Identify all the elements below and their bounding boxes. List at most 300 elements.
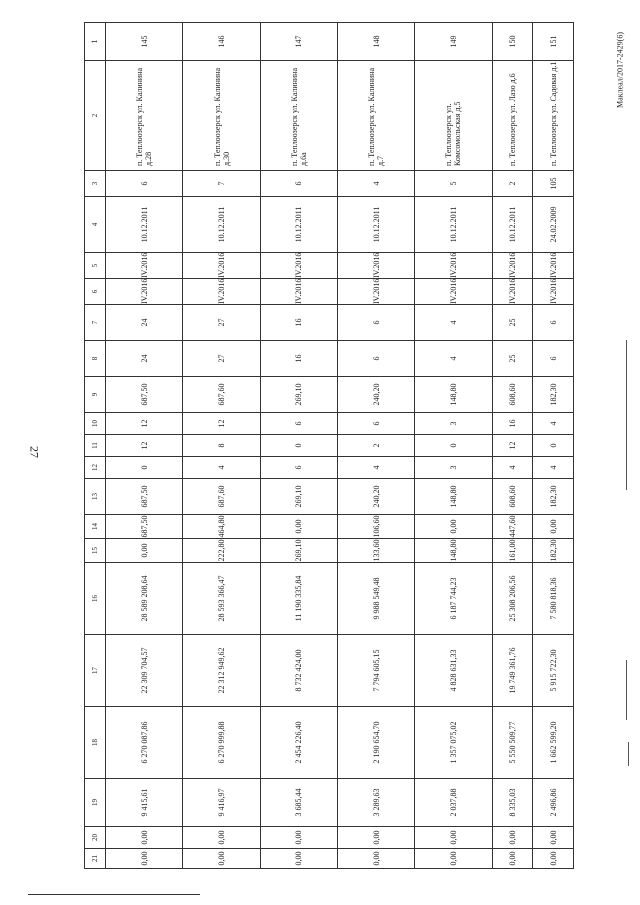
column-number-cell [85, 377, 106, 413]
table-cell [183, 197, 260, 253]
table-cell [106, 305, 183, 341]
table-cell [106, 515, 183, 539]
table-cell [106, 253, 183, 279]
cell-value: 1 357 075,02 [448, 721, 458, 764]
table-cell [533, 479, 574, 515]
footnote-rule [28, 894, 200, 895]
table-cell [533, 435, 574, 457]
table-cell [260, 707, 337, 779]
cell-value: 0,00 [139, 543, 149, 558]
table-cell [183, 279, 260, 305]
column-number-cell [85, 457, 106, 479]
cell-value: 133,60 [371, 539, 381, 562]
table-cell [106, 707, 183, 779]
table-cell [183, 779, 260, 827]
cell-value: 8 [217, 443, 227, 448]
cell-value: п. Теплоозерск ул. Лазо д.6 [507, 73, 517, 166]
table-cell [338, 197, 415, 253]
cell-value: 687,50 [139, 515, 149, 538]
table-cell [415, 849, 492, 869]
table-cell [415, 515, 492, 539]
cell-value: п. Теплоозерск ул. Калинина д.30 [212, 68, 231, 166]
cell-value: 6 [139, 181, 149, 186]
table-cell [492, 197, 533, 253]
cell-value: 11 190 335,84 [294, 575, 304, 622]
cell-value: 0,00 [448, 519, 458, 534]
cell-value: 222,80 [217, 539, 227, 562]
cell-value: 0,00 [294, 519, 304, 534]
cell-value: IV.2016 [217, 278, 227, 304]
cell-value: 464,80 [217, 515, 227, 538]
cell-value: 0,00 [371, 830, 381, 845]
cell-value: 2 454 226,40 [294, 721, 304, 764]
data-table-container [84, 22, 574, 868]
table-cell [106, 435, 183, 457]
column-number-cell [85, 635, 106, 707]
column-number-cell [85, 779, 106, 827]
page-number: 27 [27, 446, 42, 458]
table-cell [338, 635, 415, 707]
cell-value: 5 [448, 181, 458, 186]
cell-value: 9 416,97 [217, 788, 227, 817]
table-cell [106, 61, 183, 171]
column-number: 20 [91, 834, 99, 841]
cell-value: 149 [448, 35, 458, 48]
cell-value: 0,00 [139, 830, 149, 845]
cell-value: 148,80 [448, 539, 458, 562]
table-cell [260, 827, 337, 849]
table-cell [415, 779, 492, 827]
table-cell [183, 479, 260, 515]
table-cell [183, 849, 260, 869]
table-cell [492, 539, 533, 563]
table-cell [183, 707, 260, 779]
cell-value: 27 [217, 318, 227, 327]
table-cell [415, 341, 492, 377]
cell-value: 24.02.2009 [548, 206, 558, 243]
table-cell [106, 457, 183, 479]
cell-value: 8 335,03 [507, 788, 517, 817]
cell-value: 2 496,86 [548, 788, 558, 817]
cell-value: 2 [371, 443, 381, 448]
table-cell [533, 279, 574, 305]
table-cell [183, 827, 260, 849]
cell-value: 687,50 [139, 485, 149, 508]
cell-value: 10.12.2011 [507, 206, 517, 243]
cell-value: 19 749 361,76 [507, 647, 517, 694]
cell-value: IV.2016 [294, 252, 304, 278]
cell-value: 4 828 631,33 [448, 649, 458, 692]
cell-value: 269,10 [294, 485, 304, 508]
table-cell [183, 563, 260, 635]
table-cell [415, 635, 492, 707]
table-cell [338, 827, 415, 849]
table-cell [533, 457, 574, 479]
column-number-cell [85, 253, 106, 279]
cell-value: 4 [448, 356, 458, 361]
cell-value: 2 037,88 [448, 788, 458, 817]
cell-value: IV.2016 [448, 252, 458, 278]
data-table [84, 22, 574, 869]
column-number-cell [85, 539, 106, 563]
table-cell [492, 341, 533, 377]
column-number: 9 [91, 392, 99, 397]
table-cell [492, 635, 533, 707]
table-cell [106, 413, 183, 435]
cell-value: п. Теплоозерск ул. Калинина д.28 [135, 68, 154, 166]
cell-value: п. Теплоозерск ул. Калинина д.6а [289, 68, 308, 166]
cell-value: 151 [548, 35, 558, 48]
cell-value: 16 [294, 354, 304, 363]
cell-value: 269,10 [294, 383, 304, 406]
side-reference: Маклеал/2017-2429(6) [615, 31, 625, 109]
table-cell [183, 23, 260, 61]
table-cell [533, 413, 574, 435]
table-cell [533, 849, 574, 869]
table-cell [338, 849, 415, 869]
table-cell [415, 827, 492, 849]
table-cell [415, 479, 492, 515]
table-cell [533, 171, 574, 197]
column-number: 8 [91, 356, 99, 361]
cell-value: 148 [371, 35, 381, 48]
cell-value: 12 [139, 419, 149, 428]
table-row [415, 23, 492, 869]
cell-value: 25 [507, 354, 517, 363]
column-number: 4 [91, 222, 99, 227]
cell-value: 6 270 999,88 [217, 721, 227, 764]
table-cell [183, 253, 260, 279]
cell-value: 240,20 [371, 485, 381, 508]
table-cell [260, 849, 337, 869]
table-row [183, 23, 260, 869]
cell-value: 6 [371, 320, 381, 325]
table-cell [183, 341, 260, 377]
cell-value: 1 662 599,20 [548, 721, 558, 764]
cell-value: IV.2016 [507, 278, 517, 304]
cell-value: 4 [371, 181, 381, 186]
cell-value: IV.2016 [217, 252, 227, 278]
cell-value: 6 187 744,23 [448, 577, 458, 620]
cell-value: 146 [217, 35, 227, 48]
table-cell [492, 171, 533, 197]
table-cell [533, 563, 574, 635]
table-cell [183, 515, 260, 539]
cell-value: 16 [507, 419, 517, 428]
table-cell [260, 515, 337, 539]
table-cell [338, 435, 415, 457]
table-cell [106, 563, 183, 635]
cell-value: 10.12.2011 [371, 206, 381, 243]
table-cell [338, 279, 415, 305]
margin-rule [626, 660, 627, 720]
table-cell [106, 539, 183, 563]
table-cell [533, 779, 574, 827]
table-cell [260, 563, 337, 635]
cell-value: 0 [448, 443, 458, 448]
table-cell [533, 305, 574, 341]
table-cell [106, 197, 183, 253]
cell-value: 7 [217, 181, 227, 186]
table-cell [260, 479, 337, 515]
cell-value: 28 589 208,64 [139, 575, 149, 622]
table-row [492, 23, 533, 869]
table-cell [260, 457, 337, 479]
cell-value: 10.12.2011 [217, 206, 227, 243]
cell-value: 24 [139, 318, 149, 327]
cell-value: 0,00 [448, 830, 458, 845]
column-number-cell [85, 279, 106, 305]
column-number-cell [85, 479, 106, 515]
table-cell [415, 23, 492, 61]
table-cell [533, 23, 574, 61]
table-cell [260, 279, 337, 305]
cell-value: 0,00 [448, 851, 458, 866]
cell-value: IV.2016 [294, 278, 304, 304]
column-number-cell [85, 61, 106, 171]
cell-value: IV.2016 [507, 252, 517, 278]
cell-value: 6 [294, 181, 304, 186]
table-cell [492, 479, 533, 515]
table-cell [492, 563, 533, 635]
table-cell [533, 827, 574, 849]
column-number-cell [85, 827, 106, 849]
table-cell [338, 341, 415, 377]
cell-value: 28 593 366,47 [217, 575, 227, 622]
column-number: 18 [91, 739, 99, 746]
column-number-cell [85, 563, 106, 635]
column-number: 3 [91, 181, 99, 186]
table-cell [260, 779, 337, 827]
cell-value: 161,00 [507, 539, 517, 562]
table-cell [415, 435, 492, 457]
cell-value: 3 289,63 [371, 788, 381, 817]
cell-value: 10.12.2011 [294, 206, 304, 243]
table-cell [260, 635, 337, 707]
table-cell [260, 377, 337, 413]
cell-value: 0,00 [548, 851, 558, 866]
column-number: 12 [91, 464, 99, 471]
table-cell [338, 457, 415, 479]
cell-value: 0,00 [507, 851, 517, 866]
table-cell [492, 707, 533, 779]
cell-value: 150 [507, 35, 517, 48]
cell-value: IV.2016 [548, 252, 558, 278]
column-number: 6 [91, 289, 99, 294]
column-number-cell [85, 435, 106, 457]
cell-value: 8 732 424,00 [294, 649, 304, 692]
cell-value: 0 [548, 443, 558, 448]
column-number-cell [85, 849, 106, 869]
cell-value: 240,20 [371, 383, 381, 406]
cell-value: 148,80 [448, 383, 458, 406]
column-number: 14 [91, 523, 99, 530]
cell-value: 5 550 509,77 [507, 721, 517, 764]
column-number: 1 [90, 39, 100, 44]
table-cell [415, 279, 492, 305]
cell-value: 22 309 704,57 [139, 647, 149, 694]
table-cell [415, 197, 492, 253]
column-number: 17 [91, 667, 99, 674]
cell-value: 0,00 [217, 830, 227, 845]
cell-value: 6 [371, 356, 381, 361]
table-cell [533, 707, 574, 779]
table-cell [415, 563, 492, 635]
table-cell [533, 377, 574, 413]
table-cell [106, 171, 183, 197]
table-cell [106, 827, 183, 849]
cell-value: 0,00 [294, 851, 304, 866]
cell-value: 148,80 [448, 485, 458, 508]
cell-value: 687,60 [217, 383, 227, 406]
cell-value: 447,60 [507, 515, 517, 538]
cell-value: IV.2016 [448, 278, 458, 304]
cell-value: 9 988 549,48 [371, 577, 381, 620]
cell-value: 106,60 [371, 515, 381, 538]
cell-value: 5 915 722,30 [548, 649, 558, 692]
column-number: 5 [91, 263, 99, 268]
table-cell [260, 341, 337, 377]
table-row [338, 23, 415, 869]
table-cell [492, 515, 533, 539]
table-cell [492, 849, 533, 869]
table-cell [260, 305, 337, 341]
column-number: 11 [91, 442, 99, 449]
cell-value: 0,00 [507, 830, 517, 845]
table-cell [338, 377, 415, 413]
cell-value: 0,00 [548, 830, 558, 845]
table-cell [260, 197, 337, 253]
table-cell [533, 539, 574, 563]
cell-value: 4 [448, 320, 458, 325]
cell-value: 16 [294, 318, 304, 327]
cell-value: 4 [371, 465, 381, 470]
table-cell [260, 61, 337, 171]
table-cell [183, 635, 260, 707]
table-row [260, 23, 337, 869]
table-cell [260, 413, 337, 435]
table-cell [260, 253, 337, 279]
table-cell [338, 253, 415, 279]
table-cell [415, 377, 492, 413]
cell-value: 687,60 [217, 485, 227, 508]
table-cell [106, 779, 183, 827]
cell-value: 27 [217, 354, 227, 363]
column-number-cell [85, 197, 106, 253]
cell-value: IV.2016 [371, 252, 381, 278]
cell-value: 2 190 654,70 [371, 721, 381, 764]
table-cell [260, 539, 337, 563]
cell-value: 6 [294, 421, 304, 426]
cell-value: 608,60 [507, 383, 517, 406]
cell-value: IV.2016 [548, 278, 558, 304]
table-cell [106, 377, 183, 413]
table-cell [260, 23, 337, 61]
cell-value: 0 [294, 443, 304, 448]
cell-value: 182,30 [548, 383, 558, 406]
cell-value: 10.12.2011 [139, 206, 149, 243]
table-cell [415, 305, 492, 341]
column-number-cell [85, 707, 106, 779]
cell-value: 12 [139, 441, 149, 450]
table-cell [106, 635, 183, 707]
cell-value: 0,00 [371, 851, 381, 866]
table-cell [533, 61, 574, 171]
table-cell [415, 457, 492, 479]
cell-value: 7 794 605,15 [371, 649, 381, 692]
table-cell [338, 563, 415, 635]
table-cell [183, 435, 260, 457]
table-cell [106, 849, 183, 869]
table-cell [338, 707, 415, 779]
table-cell [260, 171, 337, 197]
margin-rule [628, 742, 629, 766]
cell-value: 25 [507, 318, 517, 327]
cell-value: 6 [548, 320, 558, 325]
margin-rule [626, 340, 627, 490]
table-cell [338, 779, 415, 827]
table-cell [492, 827, 533, 849]
table-cell [183, 305, 260, 341]
table-cell [183, 171, 260, 197]
table-cell [492, 61, 533, 171]
table-row [533, 23, 574, 869]
cell-value: 147 [294, 35, 304, 48]
table-cell [338, 61, 415, 171]
table-cell [183, 457, 260, 479]
cell-value: 687,50 [139, 383, 149, 406]
table-cell [183, 377, 260, 413]
table-cell [338, 171, 415, 197]
table-cell [415, 61, 492, 171]
cell-value: 608,60 [507, 485, 517, 508]
cell-value: 0 [139, 465, 149, 470]
column-number-row [85, 23, 106, 869]
cell-value: 10.12.2011 [448, 206, 458, 243]
table-cell [415, 707, 492, 779]
table-cell [492, 457, 533, 479]
table-cell [533, 197, 574, 253]
column-number-cell [85, 413, 106, 435]
table-cell [492, 377, 533, 413]
cell-value: 4 [548, 421, 558, 426]
table-cell [183, 539, 260, 563]
cell-value: 22 312 949,62 [217, 647, 227, 694]
column-number-cell [85, 171, 106, 197]
cell-value: 2 [507, 181, 517, 186]
cell-value: 3 [448, 465, 458, 470]
cell-value: п. Теплоозерск ул. Калинина д.7 [367, 68, 386, 166]
table-cell [533, 341, 574, 377]
cell-value: 145 [139, 35, 149, 48]
cell-value: 269,10 [294, 539, 304, 562]
table-cell [106, 279, 183, 305]
table-cell [492, 779, 533, 827]
column-number: 21 [91, 855, 99, 862]
table-cell [260, 435, 337, 457]
cell-value: 182,30 [548, 485, 558, 508]
column-number-cell [85, 305, 106, 341]
cell-value: 6 270 087,86 [139, 721, 149, 764]
column-number: 10 [91, 420, 99, 427]
cell-value: п. Теплоозерск ул. Садовая д.1 [548, 61, 558, 166]
cell-value: IV.2016 [371, 278, 381, 304]
table-cell [106, 23, 183, 61]
table-cell [415, 171, 492, 197]
cell-value: IV.2016 [139, 252, 149, 278]
cell-value: 182,30 [548, 539, 558, 562]
cell-value: 3 685,44 [294, 788, 304, 817]
